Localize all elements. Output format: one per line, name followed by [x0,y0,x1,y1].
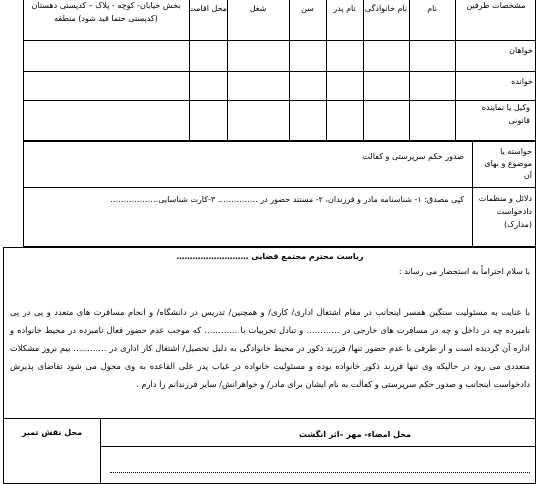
label-divider [472,141,473,188]
col-family-header: نام خانوادگی [364,4,408,13]
column-divider [289,0,290,141]
signature-area [100,418,536,484]
column-divider [326,0,327,141]
col-name-header: نام [427,4,437,13]
row-divider [23,100,536,101]
col-father-header: نام پدر [333,4,356,13]
header-row-divider [23,40,536,41]
row-label-plaintiff: خواهان [509,46,533,55]
signature-label: محل امضاء- مهر –اثر انگشت [299,430,411,439]
evidence-label: دلائل و منظمات دادخواست (مدارک) [478,194,532,229]
request-value: صدور حکم سرپرستی و کفالت [362,152,464,161]
column-divider [409,0,410,141]
col-residence-header: محل اقامت [188,4,227,13]
column-divider [363,0,364,141]
row-divider [23,71,536,72]
col-age-header: سن [301,4,314,13]
request-label: خواسته یا موضوع و بهای آن [484,147,532,180]
body-greeting: با سلام احتراماً به استحضار می رساند : [398,267,530,276]
column-divider [189,0,190,141]
col-job-header: شغل [249,4,267,13]
body-paragraph: با عنایت به مسئولیت سنگین همسر اینجانب در مقام اشتغال اداری/ کاری/ و همچنین/ تدریس در دانشگاه/ و انجام مسافرت های متعدد و پی در پی نامبرده چه در داخل و چه در مسافرت های خارجی در ………… و تبادل تجربیات با ………… که موجب عدم حضور فعال نامبرده در محیط خانواده و اداره آن گردیده است و از طرفی با عدم حضور تنها/ فرزند ذکور در محیط خانوادگی به دلیل تحصیل/ اشتغال کار اداری در ………… بیم بروز مشکلات متعددی می رود در حالیکه وی تنها فرزند ذکور خانواده بوده و مسئولیت خانواده در غیاب پدر علی القاعده به وی محول می شود تقاضای پذیرش دادخواست اینجانب و صدور حکم سرپرستی و کفالت به نام ایشان برای مادر/ و خواهرانش/ سایر فرزندانم را دارم . [10,307,530,389]
body-heading: ریاست محترم مجتمع قضایی ……………………… [176,252,364,261]
stamp-label: محل نقش تمبر [21,428,83,437]
row-label-lawyer: وکیل یا نماینده قانونی [481,103,530,125]
label-divider [472,187,473,247]
request-row [23,141,536,188]
col-specs-header: مشخصات طرفین [466,1,526,10]
signature-line [100,446,536,447]
column-divider [455,0,456,141]
col-address-header: بخش خیابان- کوچه - پلاک – کدپستی دهستان (کدپستی حتما قید شود) منطقه [31,1,181,23]
column-divider [227,0,228,141]
evidence-value: کپی مصدق: ۱- شناسنامه مادر و فرزندان، ۲- مستند حضور در …………… ۳-کارت شناسایی……………… [110,195,464,204]
footer-dotted-line [110,472,530,473]
row-label-defendant: خوانده [511,77,533,86]
